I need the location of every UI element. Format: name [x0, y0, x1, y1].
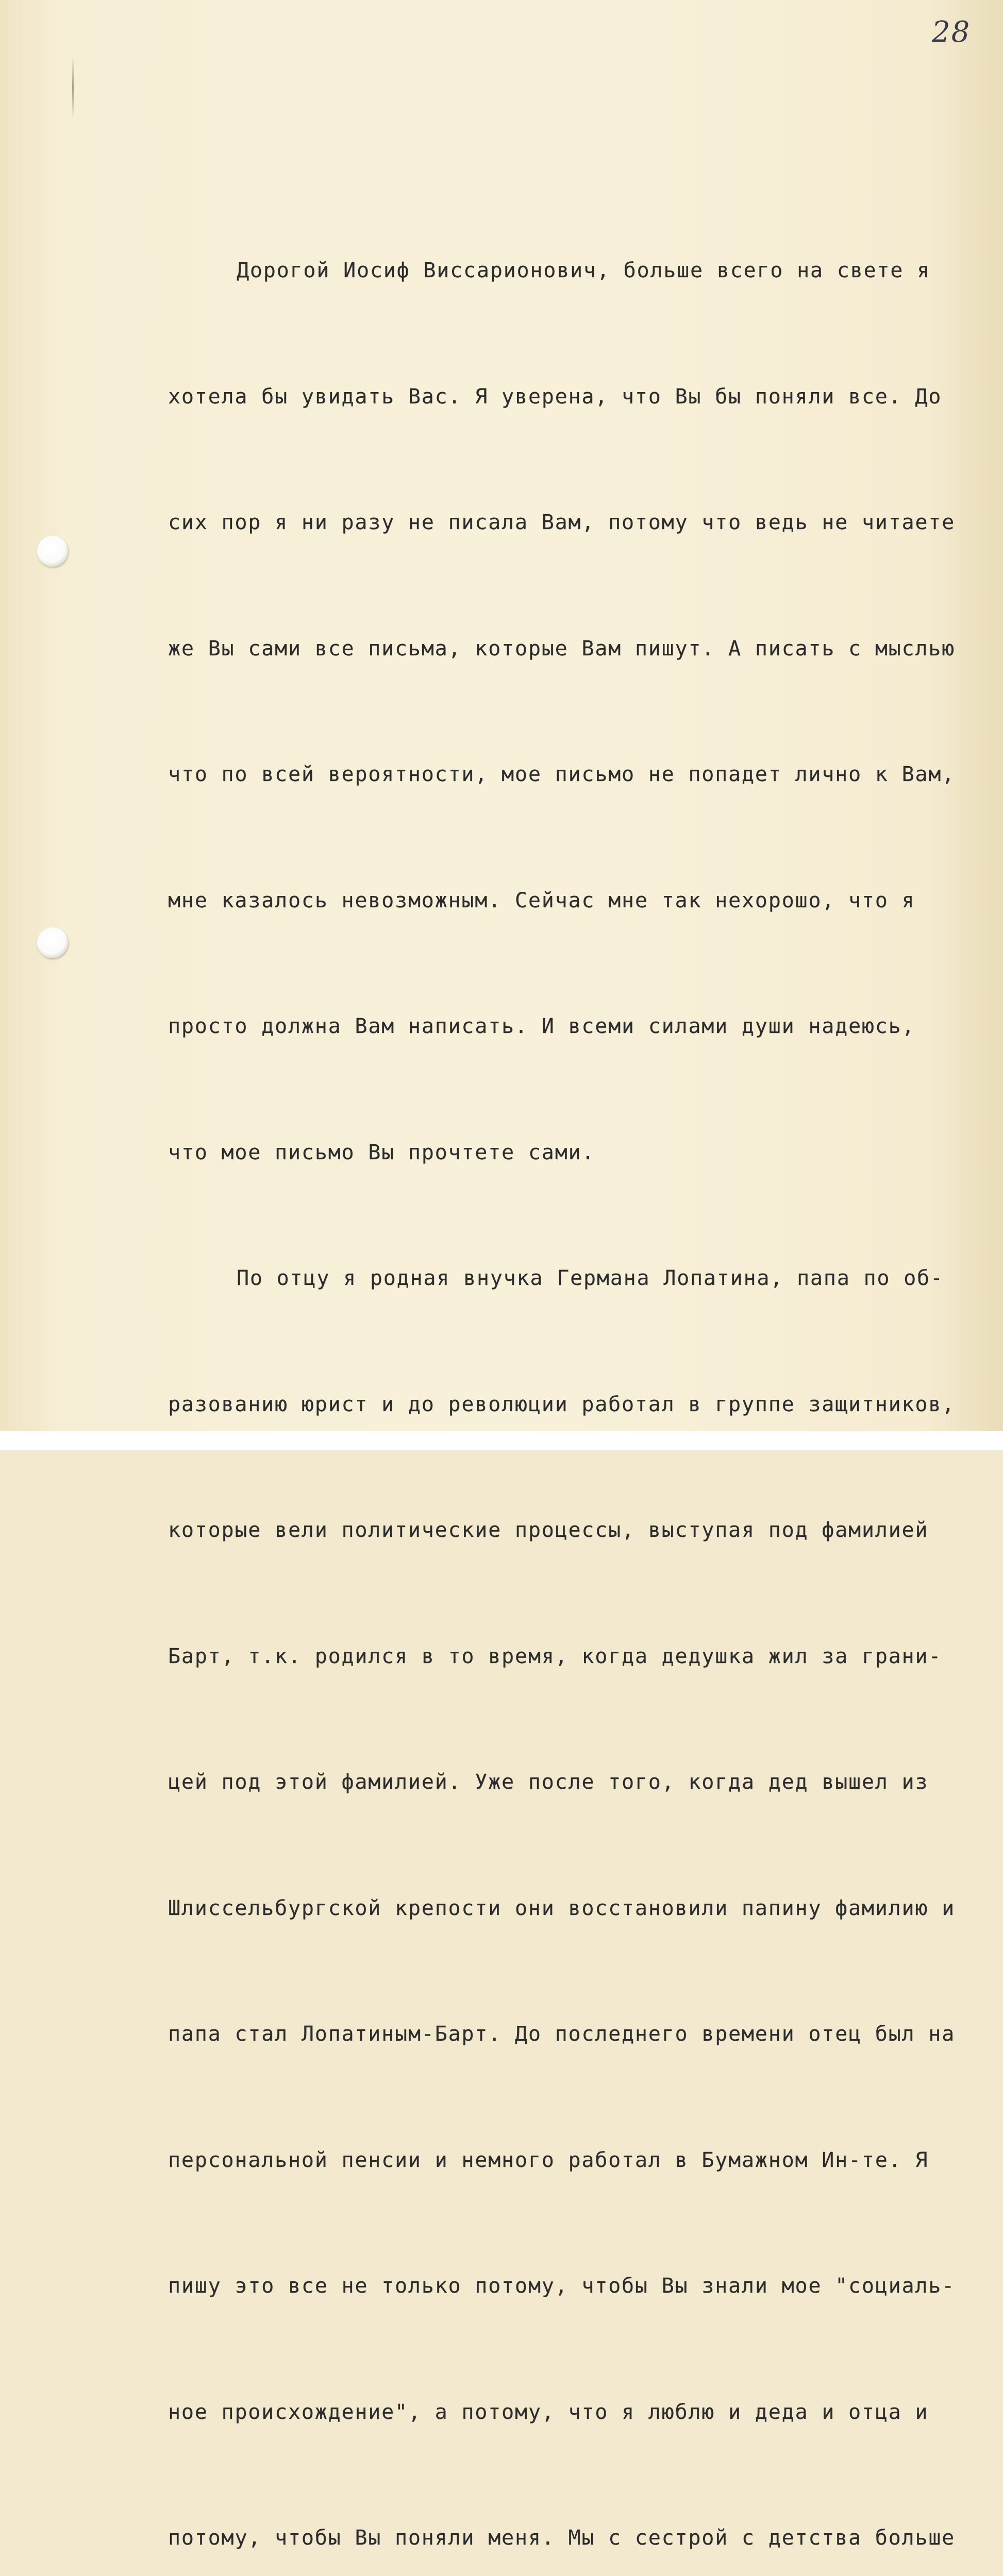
text-line: мне казалось невозможным. Сейчас мне так нехорошо, что я [168, 888, 915, 912]
text-line: хотела бы увидать Вас. Я уверена, что Вы бы поняли все. До [168, 384, 942, 409]
text-line: разованию юрист и до революции работал в группе защитников, [168, 1392, 956, 1416]
paper-mark [72, 57, 74, 118]
text-line: потому, чтобы Вы поняли меня. Мы с сестрой с детства больше [168, 2526, 956, 2550]
text-line: Шлиссельбургской крепости они восстановили папину фамилию и [168, 1896, 956, 1920]
letter-body [168, 166, 993, 2576]
text-line: же Вы сами все письма, которые Вам пишут. А писать с мыслью [168, 636, 956, 660]
text-line: По отцу я родная внучка Германа Лопатина, папа по об- [237, 1266, 944, 1290]
text-line: которые вели политические процессы, выступая под фамилией [168, 1518, 929, 1542]
text-line: пишу это все не только потому, чтобы Вы знали мое "социаль- [168, 2274, 956, 2298]
text-line: что по всей вероятности, мое письмо не попадет лично к Вам, [168, 762, 956, 786]
scan-margin [0, 1431, 1003, 1450]
text-line: ное происхождение", а потому, что я люблю и деда и отца и [168, 2400, 929, 2424]
text-line: Барт, т.к. родился в то время, когда дедушка жил за грани- [168, 1644, 942, 1668]
text-line: персональной пенсии и немного работал в Бумажном Ин-те. Я [168, 2148, 929, 2172]
text-line: сих пор я ни разу не писала Вам, потому что ведь не читаете [168, 511, 956, 534]
text-line: Дорогой Иосиф Виссарионович, больше всего на свете я [237, 259, 930, 282]
page-number: 28 [932, 15, 971, 49]
text-line: что мое письмо Вы прочтете сами. [168, 1140, 595, 1164]
punch-hole-top [37, 536, 68, 567]
text-line: просто должна Вам написать. И всеми силами души надеюсь, [168, 1014, 915, 1038]
punch-hole-bottom [37, 927, 68, 958]
text-line: папа стал Лопатиным-Барт. До последнего времени отец был на [168, 2022, 956, 2046]
text-line: цей под этой фамилией. Уже после того, когда дед вышел из [168, 1770, 929, 1794]
